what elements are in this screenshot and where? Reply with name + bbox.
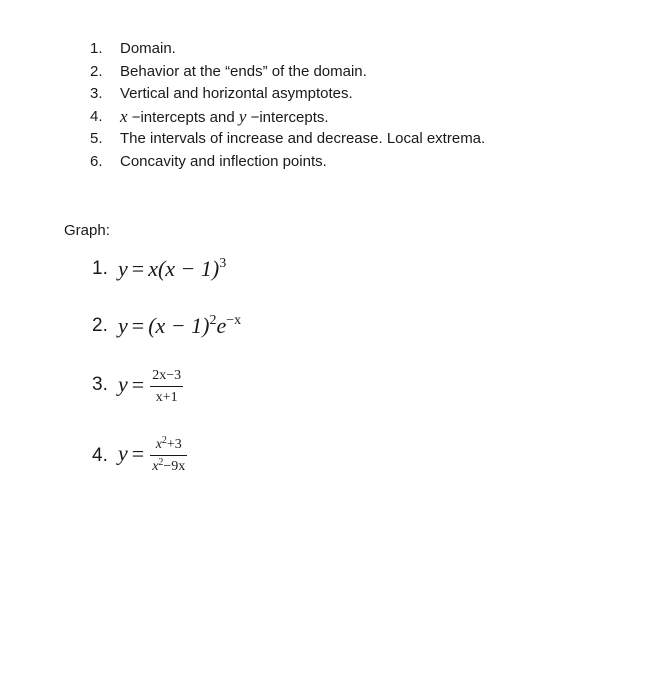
fraction-denominator: [150, 456, 187, 475]
problem-2: [0, 314, 660, 364]
step-text: The intervals of increase and decrease. Local extrema.: [120, 130, 486, 148]
equation-exponent: 3: [219, 256, 227, 271]
equals-sign: =: [131, 440, 145, 466]
equals-sign: =: [131, 313, 145, 338]
math-variable-y: y: [238, 106, 247, 126]
step-number: 6.: [90, 152, 103, 170]
graph-heading: Graph:: [64, 222, 110, 239]
step-text-middle: −intercepts and: [127, 108, 239, 126]
problem-number: 3.: [92, 374, 108, 395]
problem-equation: [118, 436, 187, 475]
step-text-tail: −intercepts.: [246, 108, 329, 126]
fraction-denominator: x+1: [155, 390, 178, 405]
fraction: [150, 367, 183, 406]
equals-sign: =: [131, 371, 145, 397]
problem-1: [0, 257, 660, 307]
step-number: 3.: [90, 85, 103, 103]
problem-4: [0, 435, 660, 494]
step-text: [120, 106, 329, 130]
denominator-exponent: 2: [158, 457, 164, 468]
problem-equation: [118, 314, 241, 338]
problem-number: 2.: [92, 315, 108, 336]
step-text: Vertical and horizontal asymptotes.: [120, 85, 353, 103]
equation-lhs: y: [118, 256, 128, 281]
numerator-exponent: 2: [161, 435, 167, 446]
equation-lhs: y: [118, 371, 128, 397]
math-variable-x: x: [120, 106, 128, 126]
numerator-base: x: [155, 437, 162, 452]
equation-expression: x(x − 1): [148, 256, 220, 281]
denominator-base: x: [152, 459, 159, 474]
fraction: [150, 436, 187, 475]
equation-exponent-2: −x: [226, 313, 242, 328]
equation-exponent: 2: [209, 313, 217, 328]
equation-exponential-base: e: [216, 313, 227, 338]
step-text: Domain.: [120, 40, 176, 57]
fraction-numerator: [150, 436, 187, 456]
step-number: 4.: [90, 107, 103, 125]
problem-number: 4.: [92, 445, 108, 466]
step-number: 1.: [90, 40, 103, 57]
fraction-numerator: 2x−3: [150, 367, 183, 387]
problem-equation: [118, 367, 183, 406]
equation-expression: (x − 1): [148, 313, 210, 338]
problem-3: [0, 368, 660, 423]
step-text: Behavior at the “ends” of the domain.: [120, 62, 367, 80]
equation-lhs: y: [118, 313, 128, 338]
problem-equation: [118, 257, 226, 281]
numerator-tail: +3: [166, 437, 182, 452]
step-number: 2.: [90, 62, 103, 80]
equals-sign: =: [131, 256, 145, 281]
equation-lhs: y: [118, 440, 128, 466]
step-number: 5.: [90, 130, 103, 148]
denominator-tail: −9x: [163, 459, 186, 474]
problem-number: 1.: [92, 258, 108, 279]
step-text: Concavity and inflection points.: [120, 152, 327, 170]
